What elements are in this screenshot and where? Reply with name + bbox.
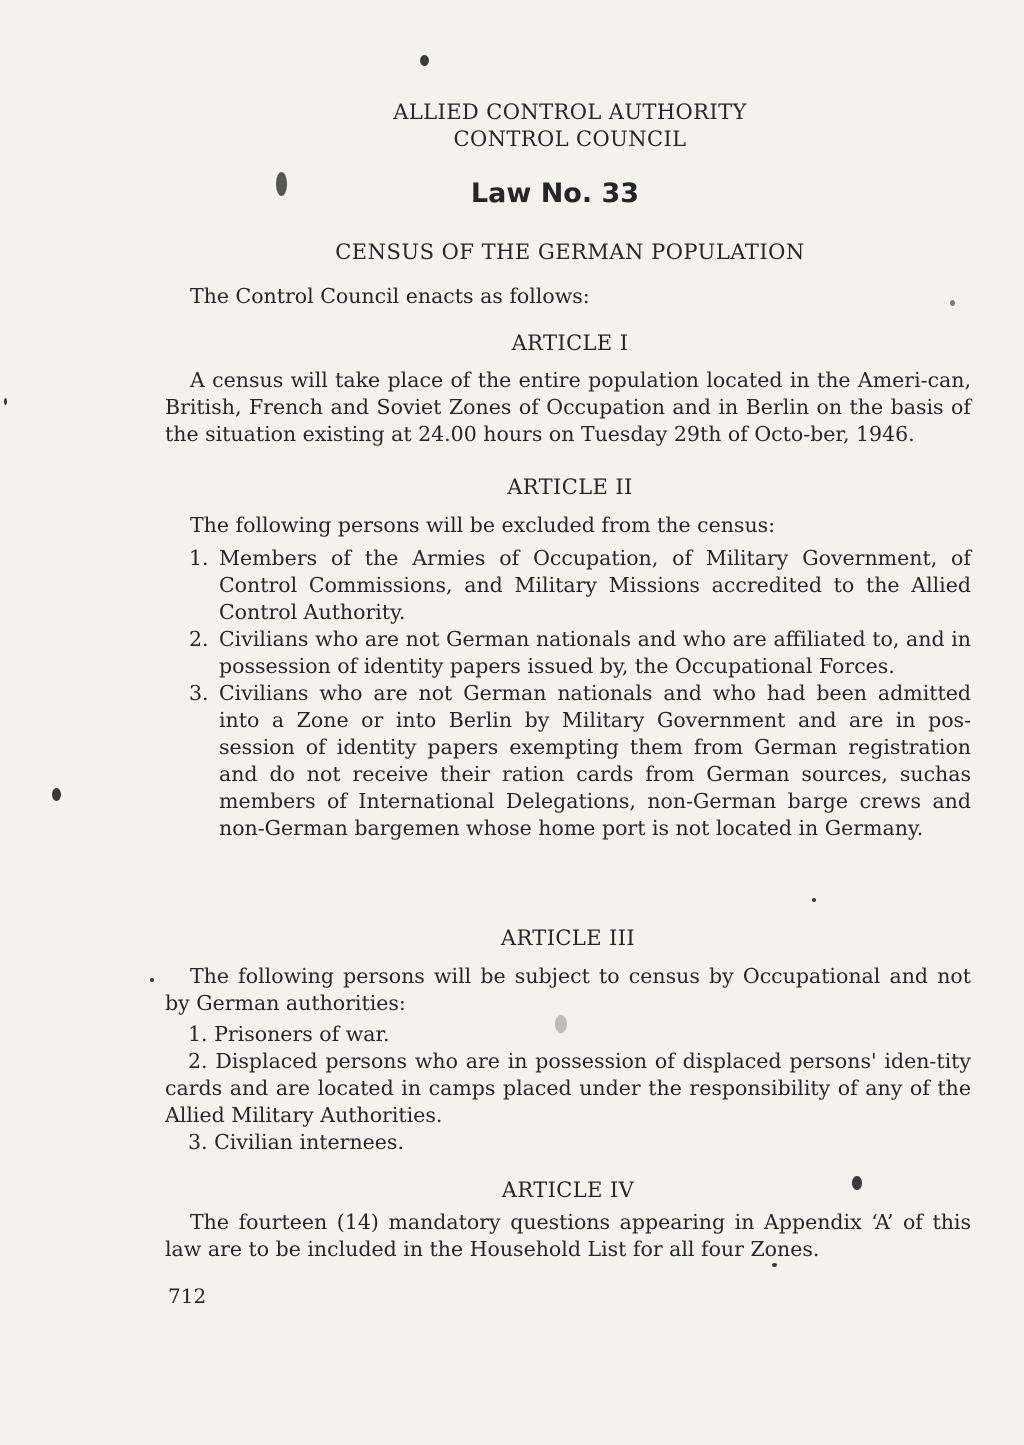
list-item: [165, 1129, 971, 1156]
list-item-text: Civilians who are not German nationals and who had been admitted into a Zone or into Berlin by Military Government and are in pos-session of identity papers exempting them from German registration and do not receive their ration cards from German sources, suchas members of International Delegations, non-German barge crews and non-German bargemen whose home port is not located in Germany.: [219, 681, 971, 840]
list-item-text: Prisoners of war.: [214, 1022, 390, 1046]
list-item: [189, 545, 971, 626]
list-item-number: 3.: [188, 1130, 208, 1154]
scan-speck: [772, 1263, 777, 1267]
list-item: [165, 1021, 971, 1048]
list-item: [189, 626, 971, 680]
scan-speck: [52, 788, 61, 801]
scan-speck: [420, 55, 429, 66]
scan-speck: [4, 398, 7, 405]
article-4-heading: ARTICLE IV: [501, 1178, 635, 1202]
scan-speck: [812, 898, 816, 902]
list-item-number: 1.: [189, 546, 209, 570]
law-subtitle: CENSUS OF THE GERMAN POPULATION: [335, 240, 805, 264]
list-item-number: 1.: [188, 1022, 208, 1046]
article-3-intro: The following persons will be subject to census by Occupational and not by German authorities:: [165, 964, 971, 1015]
list-item-text: Members of the Armies of Occupation, of Military Government, of Control Commissions, and Military Missions accredited to the Allied Control Authority.: [219, 546, 971, 624]
article-2-heading: ARTICLE II: [507, 475, 633, 499]
scan-speck: [150, 978, 154, 982]
list-item-number: 2.: [189, 627, 209, 651]
article-3-list: [165, 1021, 971, 1156]
page-number: 712: [168, 1284, 207, 1308]
list-item-number: 3.: [189, 681, 209, 705]
list-item-number: 2.: [188, 1049, 208, 1073]
enacting-clause: The Control Council enacts as follows:: [190, 284, 590, 308]
scan-speck: [276, 172, 287, 196]
header-line-council: CONTROL COUNCIL: [453, 127, 687, 151]
scan-speck: [852, 1176, 862, 1190]
article-1-text: A census will take place of the entire population located in the Ameri-can, British, French and Soviet Zones of Occupation and in Berlin on the basis of the situation existing at 24.00 hours on Tuesday 29th of Octo-ber, 1946.: [165, 368, 971, 446]
article-2-list: [189, 545, 971, 842]
article-4-text: The fourteen (14) mandatory questions appearing in Appendix ‘A’ of this law are to be included in the Household List for all four Zones.: [165, 1210, 971, 1261]
list-item: [165, 1048, 971, 1129]
law-title: Law No. 33: [470, 178, 640, 209]
list-item-text: Civilians who are not German nationals and who are affiliated to, and in possession of identity papers issued by, the Occupational Forces.: [219, 627, 971, 678]
article-3-heading: ARTICLE III: [500, 926, 636, 950]
article-1-heading: ARTICLE I: [511, 331, 629, 355]
header-line-authority: ALLIED CONTROL AUTHORITY: [393, 100, 747, 124]
list-item-text: Displaced persons who are in possession of displaced persons' iden-tity cards and are located in camps placed under the responsibility of any of the Allied Military Authorities.: [165, 1049, 971, 1127]
list-item: [189, 680, 971, 842]
scan-speck: [950, 300, 955, 306]
article-2-intro: The following persons will be excluded from the census:: [190, 513, 776, 537]
list-item-text: Civilian internees.: [214, 1130, 404, 1154]
